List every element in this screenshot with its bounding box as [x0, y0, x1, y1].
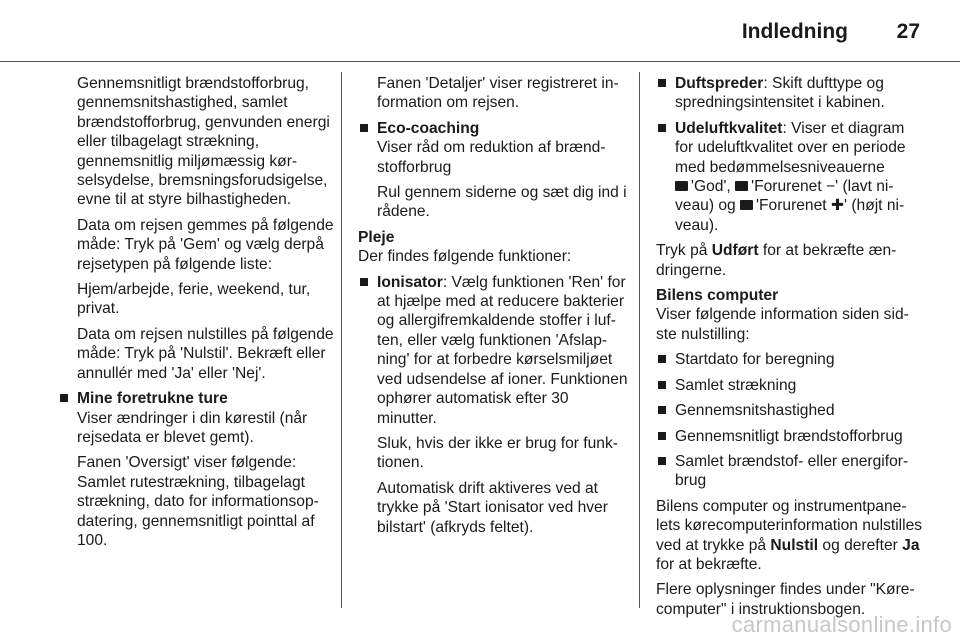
bullet-text: : Vælg funktionen 'Ren' for at hjælpe med at reducere bakterier og allergifremkaldende stoffer i luften, eller vælg funktionen 'Afslapning' for at forbedre kørselsmiljøet ved udsendelse af ioner. Funktionen ophører automatisk efter 30 minutter.	[377, 273, 628, 427]
bullet-square-icon	[658, 432, 666, 440]
bullet-item	[58, 389, 334, 408]
level-low: 'Forurenet −' (lavt niveau) og	[675, 178, 894, 215]
bold-term: Ja	[902, 536, 920, 554]
section-heading: Bilens computer	[656, 287, 779, 305]
paragraph: Data om rejsen nulstilles på følgende måde: Tryk på 'Nulstil'. Bekræft eller annullér med 'Ja' eller 'Nej'.	[77, 325, 334, 382]
paragraph: Flere oplysninger findes under "Kørecomputer" i instruktionsbogen.	[656, 581, 915, 618]
bullet-square-icon	[360, 124, 368, 132]
bullet-text: Gennemsnitligt brændstofforbrug	[675, 427, 903, 445]
text: for at bekræfte ændringerne.	[656, 242, 897, 279]
text: Bilens computer og instrumentpanelets kørecomputerinformation nulstilles ved at trykke på	[656, 497, 923, 554]
bullet-text: Samlet strækning	[675, 376, 797, 394]
paragraph: Automatisk drift aktiveres ved at trykke på 'Start ionisator ved hver bilstart' (afkryds feltet).	[377, 479, 608, 536]
paragraph	[656, 241, 924, 280]
column-divider	[639, 72, 640, 608]
paragraph: Viser råd om reduktion af brændstofforbrug	[377, 139, 606, 176]
bullet-square-icon	[658, 381, 666, 389]
bullet-item	[656, 427, 924, 446]
paragraph: Fanen 'Detaljer' viser registreret information om rejsen.	[377, 75, 619, 112]
section-heading: Pleje	[358, 228, 395, 246]
paragraph: Viser ændringer i din kørestil (når rejsedata er blevet gemt).	[77, 409, 308, 446]
bullet-square-icon	[658, 355, 666, 363]
bullet-text: Startdato for beregning	[675, 351, 835, 369]
watermark: carmanualsonline.info	[731, 612, 952, 637]
paragraph: Rul gennem siderne og sæt dig ind i rådene.	[377, 184, 627, 221]
bullet-text: Gennemsnitshastighed	[675, 402, 835, 420]
page-header	[0, 0, 960, 62]
bullet-item	[656, 119, 924, 235]
paragraph: Gennemsnitligt brændstofforbrug, gennemsnitshastighed, samlet brændstofforbrug, genvunden energi eller tilbagelagt strækning, gennemsnitlig miljømæssig kørselsydelse, bremsningsforudsigelse, evne til at styre bilhastigheden.	[77, 75, 330, 209]
bullet-text: : Viser et diagram for udeluftkvalitet over en periode med bedømmelsesniveauerne	[675, 119, 906, 176]
bullet-square-icon	[360, 278, 368, 286]
bullet-label: Ionisator	[377, 273, 443, 291]
bullet-item	[656, 452, 924, 491]
paragraph: Hjem/arbejde, ferie, weekend, tur, privat.	[77, 281, 311, 318]
air-quality-high-icon	[740, 200, 753, 210]
column-2	[358, 74, 630, 543]
bullet-square-icon	[658, 457, 666, 465]
bullet-item	[358, 273, 630, 428]
paragraph: Data om rejsen gemmes på følgende måde: Tryk på 'Gem' og vælg derpå rejsetypen på følgende liste:	[77, 216, 334, 273]
page-title: Indledning	[741, 20, 848, 43]
bullet-item	[656, 401, 924, 420]
bullet-square-icon	[60, 394, 68, 402]
air-quality-good-icon	[675, 181, 688, 191]
bullet-square-icon	[658, 124, 666, 132]
page-number: 27	[896, 20, 920, 43]
bullet-title: Eco-coaching	[377, 119, 480, 137]
column-3	[656, 74, 924, 625]
bullet-item	[656, 350, 924, 369]
level-good: 'God',	[691, 178, 731, 196]
header-rule	[0, 61, 960, 62]
paragraph: Fanen 'Oversigt' viser følgende: Samlet rutestrækning, tilbagelagt strækning, dato for informationsopdatering, gennemsnitligt pointtal af 100.	[77, 454, 319, 549]
bold-term: Nulstil	[770, 536, 819, 554]
column-divider	[341, 72, 342, 608]
bullet-item	[656, 376, 924, 395]
column-1	[58, 74, 334, 556]
paragraph	[656, 497, 924, 575]
text: Tryk på	[656, 242, 712, 260]
text: for at bekræfte.	[656, 555, 762, 573]
air-quality-low-icon	[735, 181, 748, 191]
bullet-title: Mine foretrukne ture	[77, 390, 228, 408]
bullet-item	[358, 119, 630, 138]
bullet-square-icon	[658, 79, 666, 87]
bullet-label: Udeluftkvalitet	[675, 119, 783, 137]
bold-term: Udført	[711, 242, 759, 260]
bullet-text: : Skift dufttype og spredningsintensitet i kabinen.	[675, 75, 885, 112]
bullet-item	[656, 74, 924, 113]
bullet-square-icon	[658, 406, 666, 414]
paragraph: Viser følgende information siden sidste nulstilling:	[656, 306, 909, 343]
paragraph: Der findes følgende funktioner:	[358, 248, 572, 266]
text: og derefter	[818, 536, 903, 554]
bullet-label: Duftspreder	[675, 75, 764, 92]
level-high: 'Forurenet ✚' (højt niveau).	[675, 197, 905, 234]
bullet-text: Samlet brændstof- eller energiforbrug	[675, 452, 909, 490]
paragraph: Sluk, hvis der ikke er brug for funktionen.	[377, 434, 618, 472]
